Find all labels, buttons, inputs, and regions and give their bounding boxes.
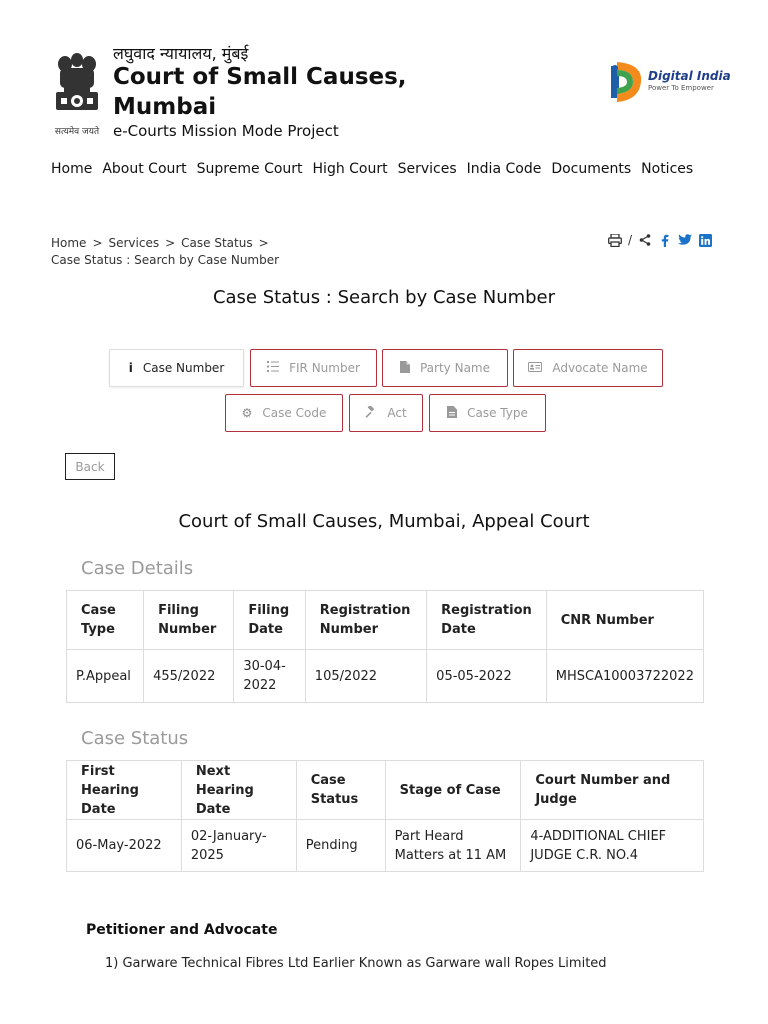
- tab-act[interactable]: [349, 394, 423, 432]
- header-cnr-number: CNR Number: [546, 591, 703, 650]
- digital-india-title: Digital India: [648, 69, 731, 83]
- header-registration-number: Registration Number: [305, 591, 426, 650]
- nav-notices[interactable]: Notices: [641, 161, 694, 177]
- list-icon: [267, 361, 279, 375]
- share-separator: /: [628, 233, 633, 247]
- nav-documents[interactable]: Documents: [551, 161, 632, 177]
- breadcrumb-separator: >: [258, 236, 269, 250]
- twitter-icon[interactable]: [678, 233, 692, 247]
- table-row: [67, 650, 704, 703]
- header-next-hearing-date: Next Hearing Date: [181, 761, 296, 820]
- nav-india-code[interactable]: India Code: [466, 161, 542, 177]
- tab-party-name[interactable]: [382, 349, 508, 387]
- tab-label: FIR Number: [289, 361, 360, 375]
- nav-about-court[interactable]: About Court: [102, 161, 187, 177]
- cell-cnr-number: MHSCA10003722022: [546, 650, 703, 703]
- nav-services[interactable]: Services: [397, 161, 457, 177]
- main-nav: [51, 161, 693, 177]
- cell-registration-date: 05-05-2022: [427, 650, 547, 703]
- cell-stage-of-case: Part Heard Matters at 11 AM: [385, 820, 521, 872]
- breadcrumb: [51, 235, 279, 269]
- info-icon: i: [128, 361, 133, 375]
- document-icon: [447, 406, 457, 421]
- national-emblem-logo: [48, 50, 106, 136]
- tab-label: Act: [387, 406, 407, 420]
- file-icon: [400, 361, 410, 376]
- cell-case-type: P.Appeal: [67, 650, 144, 703]
- table-header-row: [67, 761, 704, 820]
- tab-label: Case Type: [467, 406, 528, 420]
- tab-case-type[interactable]: [429, 394, 546, 432]
- print-icon[interactable]: [608, 233, 622, 247]
- list-item: 1) Garware Technical Fibres Ltd Earlier Known as Garware wall Ropes Limited: [105, 956, 607, 971]
- project-subtitle: e-Courts Mission Mode Project: [113, 122, 339, 140]
- nav-high-court[interactable]: High Court: [312, 161, 388, 177]
- tab-label: Case Code: [262, 406, 327, 420]
- cell-next-hearing-date: 02-January- 2025: [181, 820, 296, 872]
- header-stage-of-case: Stage of Case: [385, 761, 521, 820]
- court-heading: Court of Small Causes, Mumbai, Appeal Court: [178, 511, 590, 532]
- header-registration-date: Registration Date: [427, 591, 547, 650]
- breadcrumb-case-status[interactable]: Case Status: [181, 236, 253, 250]
- cell-first-hearing-date: 06-May-2022: [67, 820, 182, 872]
- cell-court-number-judge: 4-ADDITIONAL CHIEF JUDGE C.R. NO.4: [521, 820, 704, 872]
- digital-india-tagline: Power To Empower: [648, 84, 714, 92]
- header-court-number-judge: Court Number and Judge: [521, 761, 704, 820]
- case-status-table: [66, 760, 704, 872]
- table-header-row: [67, 591, 704, 650]
- court-name: [113, 62, 413, 122]
- court-name-line1: Court of Small Causes,: [113, 64, 407, 90]
- header-case-status: Case Status: [296, 761, 385, 820]
- tab-advocate-name[interactable]: [513, 349, 663, 387]
- nav-supreme-court[interactable]: Supreme Court: [196, 161, 303, 177]
- breadcrumb-separator: >: [92, 236, 103, 250]
- header-filing-number: Filing Number: [144, 591, 234, 650]
- cell-filing-date: 30-04- 2022: [234, 650, 305, 703]
- linkedin-icon[interactable]: [698, 233, 712, 247]
- share-toolbar: [608, 233, 712, 247]
- header-filing-date: Filing Date: [234, 591, 305, 650]
- tab-label: Advocate Name: [552, 361, 648, 375]
- gear-icon: ⚙: [241, 406, 253, 420]
- header-case-type: Case Type: [67, 591, 144, 650]
- cell-case-status: Pending: [296, 820, 385, 872]
- page-title: Case Status : Search by Case Number: [212, 287, 556, 308]
- share-icon[interactable]: [638, 233, 652, 247]
- digital-india-logo: [603, 58, 731, 106]
- court-name-line2: Mumbai: [113, 94, 217, 120]
- case-details-table: [66, 590, 704, 703]
- court-name-hindi: लघुवाद न्यायालय, मुंबई: [113, 44, 249, 63]
- tab-label: Case Number: [142, 361, 225, 375]
- tab-case-number[interactable]: [109, 349, 244, 387]
- breadcrumb-separator: >: [165, 236, 176, 250]
- case-status-title: Case Status: [81, 728, 189, 749]
- id-card-icon: [528, 361, 542, 375]
- breadcrumb-home[interactable]: Home: [51, 236, 87, 250]
- breadcrumb-services[interactable]: Services: [108, 236, 160, 250]
- tab-case-code[interactable]: [225, 394, 343, 432]
- gavel-icon: [365, 406, 377, 421]
- facebook-icon[interactable]: [658, 233, 672, 247]
- back-button[interactable]: Back: [65, 453, 115, 480]
- nav-home[interactable]: Home: [51, 161, 93, 177]
- case-details-title: Case Details: [81, 558, 194, 579]
- table-row: [67, 820, 704, 872]
- header-first-hearing-date: First Hearing Date: [67, 761, 182, 820]
- tab-label: Party Name: [419, 361, 490, 375]
- cell-registration-number: 105/2022: [305, 650, 426, 703]
- breadcrumb-current: Case Status : Search by Case Number: [51, 253, 280, 267]
- tab-fir-number[interactable]: [250, 349, 377, 387]
- cell-filing-number: 455/2022: [144, 650, 234, 703]
- emblem-motto: सत्यमेव जयते: [54, 127, 100, 137]
- petitioner-title: Petitioner and Advocate: [86, 922, 278, 938]
